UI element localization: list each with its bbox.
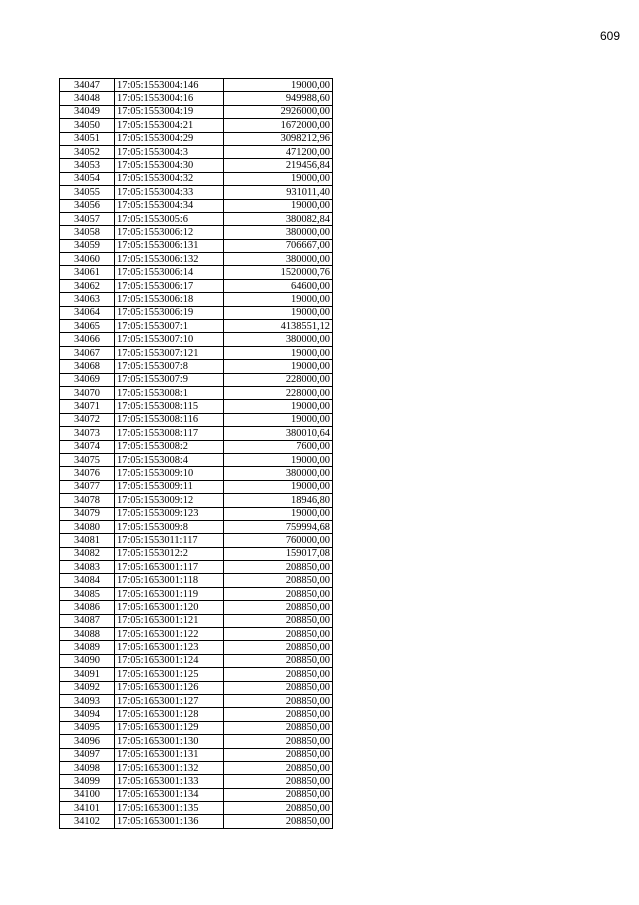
row-id-cell: 34088 — [60, 628, 115, 641]
cadastral-number-cell: 17:05:1653001:120 — [115, 601, 224, 614]
row-id-cell: 34098 — [60, 761, 115, 774]
table-row — [60, 641, 333, 654]
table-row — [60, 266, 333, 279]
cadastral-number-cell: 17:05:1553006:132 — [115, 253, 224, 266]
table-row — [60, 293, 333, 306]
amount-cell: 380082,84 — [224, 212, 333, 225]
row-id-cell: 34074 — [60, 440, 115, 453]
table-row — [60, 694, 333, 707]
cadastral-number-cell: 17:05:1653001:117 — [115, 561, 224, 574]
table-row — [60, 79, 333, 92]
table-row — [60, 467, 333, 480]
cadastral-number-cell: 17:05:1553007:9 — [115, 373, 224, 386]
row-id-cell: 34075 — [60, 453, 115, 466]
table-row — [60, 172, 333, 185]
amount-cell: 208850,00 — [224, 574, 333, 587]
cadastral-number-cell: 17:05:1553011:117 — [115, 534, 224, 547]
row-id-cell: 34082 — [60, 547, 115, 560]
amount-cell: 4138551,12 — [224, 320, 333, 333]
table-row — [60, 226, 333, 239]
table-row — [60, 386, 333, 399]
row-id-cell: 34081 — [60, 534, 115, 547]
cadastral-number-cell: 17:05:1553007:121 — [115, 346, 224, 359]
cadastral-number-cell: 17:05:1553004:16 — [115, 92, 224, 105]
row-id-cell: 34086 — [60, 601, 115, 614]
row-id-cell: 34102 — [60, 815, 115, 828]
row-id-cell: 34063 — [60, 293, 115, 306]
table-row — [60, 346, 333, 359]
row-id-cell: 34059 — [60, 239, 115, 252]
cadastral-number-cell: 17:05:1653001:131 — [115, 748, 224, 761]
amount-cell: 931011,40 — [224, 186, 333, 199]
amount-cell: 208850,00 — [224, 694, 333, 707]
amount-cell: 208850,00 — [224, 721, 333, 734]
table-row — [60, 427, 333, 440]
row-id-cell: 34064 — [60, 306, 115, 319]
cadastral-number-cell: 17:05:1653001:128 — [115, 708, 224, 721]
cadastral-number-cell: 17:05:1653001:125 — [115, 668, 224, 681]
cadastral-number-cell: 17:05:1653001:130 — [115, 735, 224, 748]
row-id-cell: 34057 — [60, 212, 115, 225]
row-id-cell: 34096 — [60, 735, 115, 748]
amount-cell: 471200,00 — [224, 145, 333, 158]
row-id-cell: 34076 — [60, 467, 115, 480]
table-row — [60, 614, 333, 627]
table-row — [60, 775, 333, 788]
table-row — [60, 520, 333, 533]
table-row — [60, 721, 333, 734]
row-id-cell: 34100 — [60, 788, 115, 801]
cadastral-number-cell: 17:05:1653001:119 — [115, 587, 224, 600]
data-table — [59, 78, 333, 829]
row-id-cell: 34097 — [60, 748, 115, 761]
amount-cell: 949988,60 — [224, 92, 333, 105]
amount-cell: 3098212,96 — [224, 132, 333, 145]
row-id-cell: 34062 — [60, 279, 115, 292]
table-row — [60, 320, 333, 333]
table-row — [60, 413, 333, 426]
amount-cell: 380000,00 — [224, 333, 333, 346]
amount-cell: 208850,00 — [224, 628, 333, 641]
amount-cell: 380000,00 — [224, 467, 333, 480]
amount-cell: 228000,00 — [224, 386, 333, 399]
amount-cell: 19000,00 — [224, 306, 333, 319]
amount-cell: 19000,00 — [224, 360, 333, 373]
table-row — [60, 802, 333, 815]
cadastral-number-cell: 17:05:1653001:136 — [115, 815, 224, 828]
row-id-cell: 34073 — [60, 427, 115, 440]
amount-cell: 380000,00 — [224, 226, 333, 239]
table-row — [60, 105, 333, 118]
amount-cell: 19000,00 — [224, 480, 333, 493]
table-row — [60, 668, 333, 681]
row-id-cell: 34068 — [60, 360, 115, 373]
table-row — [60, 212, 333, 225]
cadastral-number-cell: 17:05:1553008:117 — [115, 427, 224, 440]
amount-cell: 208850,00 — [224, 775, 333, 788]
row-id-cell: 34055 — [60, 186, 115, 199]
cadastral-number-cell: 17:05:1553008:1 — [115, 386, 224, 399]
amount-cell: 19000,00 — [224, 400, 333, 413]
amount-cell: 19000,00 — [224, 413, 333, 426]
row-id-cell: 34067 — [60, 346, 115, 359]
amount-cell: 760000,00 — [224, 534, 333, 547]
amount-cell: 208850,00 — [224, 587, 333, 600]
row-id-cell: 34071 — [60, 400, 115, 413]
cadastral-number-cell: 17:05:1553004:34 — [115, 199, 224, 212]
table-row — [60, 186, 333, 199]
amount-cell: 208850,00 — [224, 761, 333, 774]
table-row — [60, 373, 333, 386]
row-id-cell: 34085 — [60, 587, 115, 600]
row-id-cell: 34047 — [60, 79, 115, 92]
row-id-cell: 34079 — [60, 507, 115, 520]
amount-cell: 228000,00 — [224, 373, 333, 386]
amount-cell: 19000,00 — [224, 346, 333, 359]
table-row — [60, 199, 333, 212]
table-row — [60, 547, 333, 560]
amount-cell: 208850,00 — [224, 681, 333, 694]
row-id-cell: 34072 — [60, 413, 115, 426]
amount-cell: 208850,00 — [224, 748, 333, 761]
cadastral-number-cell: 17:05:1553008:4 — [115, 453, 224, 466]
cadastral-number-cell: 17:05:1653001:122 — [115, 628, 224, 641]
row-id-cell: 34049 — [60, 105, 115, 118]
cadastral-number-cell: 17:05:1553012:2 — [115, 547, 224, 560]
table-row — [60, 761, 333, 774]
amount-cell: 19000,00 — [224, 172, 333, 185]
cadastral-number-cell: 17:05:1653001:124 — [115, 654, 224, 667]
row-id-cell: 34052 — [60, 145, 115, 158]
row-id-cell: 34070 — [60, 386, 115, 399]
table-row — [60, 788, 333, 801]
amount-cell: 19000,00 — [224, 199, 333, 212]
cadastral-number-cell: 17:05:1553009:8 — [115, 520, 224, 533]
cadastral-number-cell: 17:05:1553007:8 — [115, 360, 224, 373]
table-row — [60, 628, 333, 641]
row-id-cell: 34053 — [60, 159, 115, 172]
cadastral-number-cell: 17:05:1653001:135 — [115, 802, 224, 815]
amount-cell: 19000,00 — [224, 293, 333, 306]
cadastral-number-cell: 17:05:1653001:118 — [115, 574, 224, 587]
table-row — [60, 440, 333, 453]
row-id-cell: 34093 — [60, 694, 115, 707]
cadastral-number-cell: 17:05:1553006:131 — [115, 239, 224, 252]
cadastral-number-cell: 17:05:1553008:2 — [115, 440, 224, 453]
table-row — [60, 561, 333, 574]
row-id-cell: 34087 — [60, 614, 115, 627]
amount-cell: 208850,00 — [224, 735, 333, 748]
table-row — [60, 601, 333, 614]
table-row — [60, 360, 333, 373]
amount-cell: 208850,00 — [224, 641, 333, 654]
row-id-cell: 34056 — [60, 199, 115, 212]
table-row — [60, 507, 333, 520]
row-id-cell: 34095 — [60, 721, 115, 734]
row-id-cell: 34092 — [60, 681, 115, 694]
row-id-cell: 34077 — [60, 480, 115, 493]
amount-cell: 18946,80 — [224, 494, 333, 507]
cadastral-number-cell: 17:05:1553006:18 — [115, 293, 224, 306]
table-row — [60, 145, 333, 158]
table-row — [60, 654, 333, 667]
amount-cell: 208850,00 — [224, 668, 333, 681]
cadastral-number-cell: 17:05:1553006:19 — [115, 306, 224, 319]
row-id-cell: 34069 — [60, 373, 115, 386]
row-id-cell: 34090 — [60, 654, 115, 667]
row-id-cell: 34094 — [60, 708, 115, 721]
table-row — [60, 574, 333, 587]
table-row — [60, 119, 333, 132]
cadastral-number-cell: 17:05:1553004:32 — [115, 172, 224, 185]
amount-cell: 19000,00 — [224, 79, 333, 92]
cadastral-number-cell: 17:05:1553004:146 — [115, 79, 224, 92]
cadastral-number-cell: 17:05:1653001:129 — [115, 721, 224, 734]
row-id-cell: 34050 — [60, 119, 115, 132]
cadastral-number-cell: 17:05:1553004:30 — [115, 159, 224, 172]
page-number: 609 — [599, 29, 620, 43]
amount-cell: 208850,00 — [224, 802, 333, 815]
table-row — [60, 453, 333, 466]
table-row — [60, 534, 333, 547]
table-row — [60, 306, 333, 319]
cadastral-number-cell: 17:05:1553004:29 — [115, 132, 224, 145]
amount-cell: 64600,00 — [224, 279, 333, 292]
cadastral-number-cell: 17:05:1553005:6 — [115, 212, 224, 225]
row-id-cell: 34060 — [60, 253, 115, 266]
table-row — [60, 748, 333, 761]
table-row — [60, 159, 333, 172]
table-row — [60, 253, 333, 266]
table-row — [60, 494, 333, 507]
amount-cell: 19000,00 — [224, 453, 333, 466]
cadastral-number-cell: 17:05:1553004:19 — [115, 105, 224, 118]
cadastral-number-cell: 17:05:1553006:17 — [115, 279, 224, 292]
amount-cell: 159017,08 — [224, 547, 333, 560]
cadastral-number-cell: 17:05:1553004:33 — [115, 186, 224, 199]
row-id-cell: 34051 — [60, 132, 115, 145]
table-row — [60, 708, 333, 721]
amount-cell: 208850,00 — [224, 614, 333, 627]
amount-cell: 380000,00 — [224, 253, 333, 266]
row-id-cell: 34101 — [60, 802, 115, 815]
amount-cell: 2926000,00 — [224, 105, 333, 118]
amount-cell: 759994,68 — [224, 520, 333, 533]
row-id-cell: 34091 — [60, 668, 115, 681]
amount-cell: 1672000,00 — [224, 119, 333, 132]
table-row — [60, 333, 333, 346]
row-id-cell: 34048 — [60, 92, 115, 105]
cadastral-number-cell: 17:05:1553009:123 — [115, 507, 224, 520]
row-id-cell: 34061 — [60, 266, 115, 279]
cadastral-number-cell: 17:05:1653001:121 — [115, 614, 224, 627]
amount-cell: 380010,64 — [224, 427, 333, 440]
amount-cell: 19000,00 — [224, 507, 333, 520]
cadastral-number-cell: 17:05:1553009:11 — [115, 480, 224, 493]
cadastral-number-cell: 17:05:1553008:115 — [115, 400, 224, 413]
amount-cell: 208850,00 — [224, 601, 333, 614]
row-id-cell: 34065 — [60, 320, 115, 333]
cadastral-number-cell: 17:05:1553006:14 — [115, 266, 224, 279]
amount-cell: 219456,84 — [224, 159, 333, 172]
cadastral-number-cell: 17:05:1553009:12 — [115, 494, 224, 507]
row-id-cell: 34089 — [60, 641, 115, 654]
table-row — [60, 400, 333, 413]
row-id-cell: 34054 — [60, 172, 115, 185]
row-id-cell: 34058 — [60, 226, 115, 239]
amount-cell: 1520000,76 — [224, 266, 333, 279]
table-row — [60, 587, 333, 600]
table-row — [60, 815, 333, 828]
cadastral-number-cell: 17:05:1653001:123 — [115, 641, 224, 654]
cadastral-number-cell: 17:05:1653001:132 — [115, 761, 224, 774]
table-body — [60, 79, 333, 829]
amount-cell: 208850,00 — [224, 815, 333, 828]
table-row — [60, 279, 333, 292]
row-id-cell: 34083 — [60, 561, 115, 574]
row-id-cell: 34099 — [60, 775, 115, 788]
amount-cell: 208850,00 — [224, 654, 333, 667]
cadastral-number-cell: 17:05:1653001:134 — [115, 788, 224, 801]
cadastral-number-cell: 17:05:1553007:10 — [115, 333, 224, 346]
cadastral-number-cell: 17:05:1653001:127 — [115, 694, 224, 707]
table-row — [60, 735, 333, 748]
amount-cell: 208850,00 — [224, 788, 333, 801]
table-row — [60, 132, 333, 145]
table-row — [60, 681, 333, 694]
cadastral-number-cell: 17:05:1553008:116 — [115, 413, 224, 426]
cadastral-number-cell: 17:05:1653001:133 — [115, 775, 224, 788]
amount-cell: 208850,00 — [224, 708, 333, 721]
row-id-cell: 34084 — [60, 574, 115, 587]
row-id-cell: 34066 — [60, 333, 115, 346]
cadastral-number-cell: 17:05:1553004:21 — [115, 119, 224, 132]
cadastral-number-cell: 17:05:1553006:12 — [115, 226, 224, 239]
cadastral-number-cell: 17:05:1553004:3 — [115, 145, 224, 158]
row-id-cell: 34080 — [60, 520, 115, 533]
cadastral-number-cell: 17:05:1553007:1 — [115, 320, 224, 333]
amount-cell: 706667,00 — [224, 239, 333, 252]
table-row — [60, 480, 333, 493]
table-row — [60, 92, 333, 105]
row-id-cell: 34078 — [60, 494, 115, 507]
amount-cell: 7600,00 — [224, 440, 333, 453]
amount-cell: 208850,00 — [224, 561, 333, 574]
cadastral-number-cell: 17:05:1553009:10 — [115, 467, 224, 480]
cadastral-number-cell: 17:05:1653001:126 — [115, 681, 224, 694]
table-row — [60, 239, 333, 252]
